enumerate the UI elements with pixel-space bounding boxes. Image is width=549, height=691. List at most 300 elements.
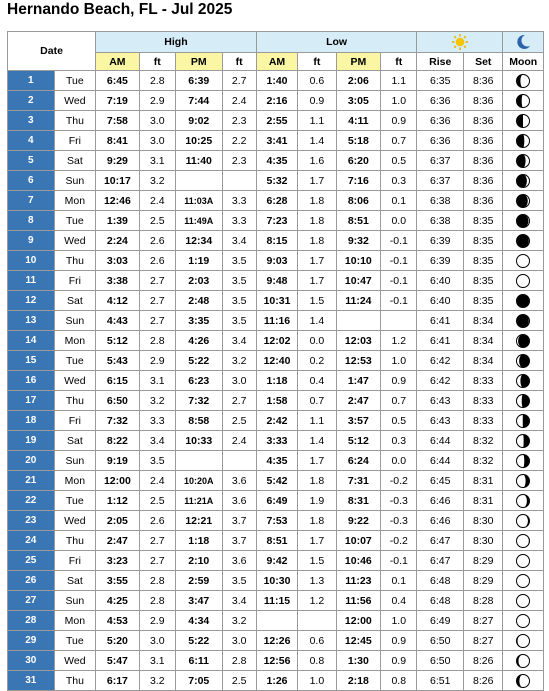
table-row (8, 271, 544, 291)
weekday: Wed (54, 511, 95, 531)
moon-phase-cell (503, 471, 544, 491)
moon-phase-icon (514, 532, 532, 550)
weekday: Fri (54, 131, 95, 151)
sunrise-time: 6:36 (417, 91, 464, 111)
moon-phase-cell (503, 451, 544, 471)
date-number: 25 (8, 551, 55, 571)
moon-phase-cell (503, 211, 544, 231)
low-am-height: 1.8 (298, 231, 336, 251)
moon-phase-icon (514, 412, 532, 430)
low-pm-height: 1.2 (381, 331, 417, 351)
low-pm-height: 0.7 (381, 131, 417, 151)
date-number: 27 (8, 591, 55, 611)
high-pm-time (175, 171, 222, 191)
moon-phase-icon (514, 232, 532, 250)
high-pm-height: 2.5 (222, 671, 256, 691)
moon-phase-icon (514, 372, 532, 390)
low-pm-time: 7:16 (336, 171, 381, 191)
high-am-time: 6:50 (96, 391, 140, 411)
low-pm-height: 1.1 (381, 71, 417, 91)
sunset-time: 8:35 (464, 291, 503, 311)
high-pm-height (222, 171, 256, 191)
table-row (8, 451, 544, 471)
low-pm-time: 3:57 (336, 411, 381, 431)
sunset-time: 8:34 (464, 351, 503, 371)
high-am-height: 3.3 (139, 411, 175, 431)
weekday: Sat (54, 151, 95, 171)
moon-phase-cell (503, 431, 544, 451)
date-number: 3 (8, 111, 55, 131)
date-number: 1 (8, 71, 55, 91)
sunrise-time: 6:43 (417, 391, 464, 411)
high-am-height: 2.9 (139, 91, 175, 111)
low-am-time: 6:28 (256, 191, 297, 211)
high-pm-time: 4:26 (175, 331, 222, 351)
low-pm-time: 11:23 (336, 571, 381, 591)
sunset-time: 8:36 (464, 91, 503, 111)
weekday: Fri (54, 271, 95, 291)
low-pm-height: 0.9 (381, 111, 417, 131)
moon-icon-header (503, 32, 544, 53)
low-pm-height: -0.3 (381, 491, 417, 511)
high-am-height: 3.0 (139, 111, 175, 131)
date-number: 12 (8, 291, 55, 311)
weekday: Thu (54, 671, 95, 691)
high-am-time: 3:55 (96, 571, 140, 591)
high-am-height: 2.8 (139, 591, 175, 611)
moon-phase-cell (503, 171, 544, 191)
high-pm-time: 5:22 (175, 351, 222, 371)
low-pm-height: 0.3 (381, 171, 417, 191)
sunset-time: 8:35 (464, 251, 503, 271)
moon-phase-icon (514, 172, 532, 190)
low-pm-height (381, 311, 417, 331)
low-pm-time: 11:24 (336, 291, 381, 311)
high-am-time: 1:39 (96, 211, 140, 231)
weekday: Mon (54, 331, 95, 351)
sunrise-time: 6:38 (417, 191, 464, 211)
sun-icon (450, 33, 470, 51)
moon-phase-icon (514, 672, 532, 690)
low-pm-time: 12:00 (336, 611, 381, 631)
high-am-time: 7:19 (96, 91, 140, 111)
table-row (8, 491, 544, 511)
high-pm-height: 3.5 (222, 251, 256, 271)
sunset-time: 8:36 (464, 151, 503, 171)
table-row (8, 331, 544, 351)
high-am-time: 3:03 (96, 251, 140, 271)
moon-phase-icon (514, 312, 532, 330)
high-pm-time: 5:22 (175, 631, 222, 651)
high-am-time: 12:00 (96, 471, 140, 491)
sunset-time: 8:29 (464, 571, 503, 591)
weekday: Fri (54, 551, 95, 571)
low-am-height: 1.9 (298, 491, 336, 511)
date-number: 16 (8, 371, 55, 391)
sunrise-time: 6:48 (417, 571, 464, 591)
high-am-height: 2.6 (139, 251, 175, 271)
high-pm-height: 2.4 (222, 91, 256, 111)
moon-phase-icon (514, 192, 532, 210)
low-pm-height: -0.1 (381, 551, 417, 571)
table-row (8, 251, 544, 271)
high-pm-time: 7:05 (175, 671, 222, 691)
high-am-time: 8:41 (96, 131, 140, 151)
moon-phase-cell (503, 531, 544, 551)
sunset-time: 8:35 (464, 211, 503, 231)
sunrise-time: 6:49 (417, 611, 464, 631)
high-pm-height: 2.2 (222, 131, 256, 151)
high-pm-height: 3.7 (222, 511, 256, 531)
high-am-height: 2.4 (139, 191, 175, 211)
moon-phase-cell (503, 651, 544, 671)
low-header: Low (256, 32, 417, 53)
weekday: Wed (54, 231, 95, 251)
weekday: Tue (54, 351, 95, 371)
sunset-time: 8:32 (464, 451, 503, 471)
low-am-height: 0.6 (298, 71, 336, 91)
date-number: 8 (8, 211, 55, 231)
date-number: 22 (8, 491, 55, 511)
date-number: 15 (8, 351, 55, 371)
header-row-1 (8, 32, 544, 53)
table-row (8, 531, 544, 551)
low-pm-height: -0.2 (381, 531, 417, 551)
sunrise-time: 6:50 (417, 651, 464, 671)
high-pm-height: 3.5 (222, 311, 256, 331)
high-pm-header: PM (175, 53, 222, 71)
high-pm-time: 3:47 (175, 591, 222, 611)
weekday: Mon (54, 471, 95, 491)
sunrise-time: 6:39 (417, 231, 464, 251)
table-row (8, 91, 544, 111)
low-am-height: 1.1 (298, 111, 336, 131)
date-number: 10 (8, 251, 55, 271)
low-pm-time: 9:22 (336, 511, 381, 531)
low-am-time: 1:40 (256, 71, 297, 91)
moon-phase-icon (514, 572, 532, 590)
high-pm-height: 3.7 (222, 531, 256, 551)
high-am-height: 2.7 (139, 311, 175, 331)
date-number: 28 (8, 611, 55, 631)
date-number: 9 (8, 231, 55, 251)
sunrise-time: 6:41 (417, 331, 464, 351)
low-am-height: 1.5 (298, 551, 336, 571)
moon-phase-cell (503, 391, 544, 411)
high-am-time: 2:05 (96, 511, 140, 531)
high-am-ft-header: ft (139, 53, 175, 71)
moon-phase-icon (514, 512, 532, 530)
high-am-time: 5:20 (96, 631, 140, 651)
low-pm-time: 8:51 (336, 211, 381, 231)
table-row (8, 151, 544, 171)
low-am-time: 12:02 (256, 331, 297, 351)
sunrise-time: 6:42 (417, 351, 464, 371)
high-am-time: 4:53 (96, 611, 140, 631)
high-am-height: 3.2 (139, 171, 175, 191)
high-pm-height: 3.3 (222, 191, 256, 211)
sunrise-time: 6:35 (417, 71, 464, 91)
low-am-height: 1.8 (298, 471, 336, 491)
low-pm-time: 10:47 (336, 271, 381, 291)
sunset-time: 8:33 (464, 391, 503, 411)
high-pm-time: 2:48 (175, 291, 222, 311)
high-pm-time: 3:35 (175, 311, 222, 331)
table-row (8, 311, 544, 331)
sunset-time: 8:31 (464, 491, 503, 511)
low-am-height: 1.8 (298, 191, 336, 211)
moon-phase-cell (503, 371, 544, 391)
high-pm-time: 12:21 (175, 511, 222, 531)
low-pm-time: 4:11 (336, 111, 381, 131)
high-am-time: 5:47 (96, 651, 140, 671)
date-number: 20 (8, 451, 55, 471)
low-am-time: 2:16 (256, 91, 297, 111)
high-am-height: 3.5 (139, 451, 175, 471)
low-pm-height: -0.2 (381, 471, 417, 491)
sunset-time: 8:36 (464, 191, 503, 211)
low-am-height: 1.3 (298, 571, 336, 591)
high-pm-time: 7:44 (175, 91, 222, 111)
low-am-header: AM (256, 53, 297, 71)
moon-shadow (523, 414, 530, 427)
moon-phase-icon (514, 612, 532, 630)
high-am-time: 6:17 (96, 671, 140, 691)
low-pm-height: 0.7 (381, 391, 417, 411)
moon-phase-icon (514, 352, 532, 370)
moon-shadow (517, 114, 524, 127)
low-pm-time: 12:53 (336, 351, 381, 371)
low-am-time: 12:56 (256, 651, 297, 671)
moon-phase-cell (503, 351, 544, 371)
high-pm-time: 1:19 (175, 251, 222, 271)
high-am-time: 5:43 (96, 351, 140, 371)
high-am-height: 2.5 (139, 211, 175, 231)
weekday: Thu (54, 391, 95, 411)
sunset-time: 8:27 (464, 631, 503, 651)
low-pm-time (336, 311, 381, 331)
high-am-height: 3.0 (139, 631, 175, 651)
high-pm-height: 3.2 (222, 351, 256, 371)
low-am-time: 10:31 (256, 291, 297, 311)
sunrise-time: 6:40 (417, 291, 464, 311)
moon-phase-cell (503, 291, 544, 311)
low-pm-time: 1:47 (336, 371, 381, 391)
sunset-time: 8:26 (464, 671, 503, 691)
low-am-height: 1.2 (298, 591, 336, 611)
weekday: Sat (54, 571, 95, 591)
low-pm-height: 0.0 (381, 451, 417, 471)
low-am-height: 1.4 (298, 431, 336, 451)
high-pm-time: 6:23 (175, 371, 222, 391)
low-pm-time: 12:03 (336, 331, 381, 351)
date-number: 29 (8, 631, 55, 651)
moon-phase-icon (514, 652, 532, 670)
low-am-time: 9:48 (256, 271, 297, 291)
high-pm-time: 2:59 (175, 571, 222, 591)
table-row (8, 411, 544, 431)
low-am-time: 10:30 (256, 571, 297, 591)
high-am-time: 1:12 (96, 491, 140, 511)
low-am-time: 12:40 (256, 351, 297, 371)
table-row (8, 431, 544, 451)
sunrise-time: 6:40 (417, 271, 464, 291)
moon-phase-icon (514, 132, 532, 150)
low-am-time: 5:42 (256, 471, 297, 491)
high-pm-height: 3.4 (222, 231, 256, 251)
moon-phase-icon (514, 552, 532, 570)
low-am-time: 3:33 (256, 431, 297, 451)
sunset-time: 8:33 (464, 371, 503, 391)
low-pm-time: 10:07 (336, 531, 381, 551)
moon-shadow (522, 394, 530, 407)
high-pm-time: 7:32 (175, 391, 222, 411)
high-pm-time: 11:03A (175, 191, 222, 211)
high-pm-time: 12:34 (175, 231, 222, 251)
date-number: 6 (8, 171, 55, 191)
moon-shadow (523, 434, 530, 447)
moon-phase-cell (503, 671, 544, 691)
table-row (8, 571, 544, 591)
high-am-time: 6:45 (96, 71, 140, 91)
low-pm-time: 2:47 (336, 391, 381, 411)
high-pm-height: 3.2 (222, 611, 256, 631)
set-header: Set (464, 53, 503, 71)
high-am-height: 2.6 (139, 231, 175, 251)
high-am-time: 3:38 (96, 271, 140, 291)
low-am-time: 7:53 (256, 511, 297, 531)
rise-header: Rise (417, 53, 464, 71)
high-am-height: 2.8 (139, 571, 175, 591)
date-number: 19 (8, 431, 55, 451)
low-pm-height: 0.9 (381, 631, 417, 651)
low-am-height: 0.4 (298, 371, 336, 391)
high-pm-height: 2.7 (222, 71, 256, 91)
table-row (8, 211, 544, 231)
high-am-height: 3.2 (139, 671, 175, 691)
moon-phase-icon (514, 112, 532, 130)
weekday: Wed (54, 91, 95, 111)
moon-phase-icon (514, 72, 532, 90)
date-number: 17 (8, 391, 55, 411)
high-am-height: 3.2 (139, 391, 175, 411)
low-pm-time: 9:32 (336, 231, 381, 251)
table-row (8, 631, 544, 651)
moon-phase-icon (514, 212, 532, 230)
low-pm-time: 1:30 (336, 651, 381, 671)
high-am-time: 2:24 (96, 231, 140, 251)
high-am-height: 2.8 (139, 71, 175, 91)
high-am-time: 12:46 (96, 191, 140, 211)
high-am-time: 5:12 (96, 331, 140, 351)
table-row (8, 551, 544, 571)
sunset-time: 8:30 (464, 511, 503, 531)
low-am-time: 6:49 (256, 491, 297, 511)
low-pm-height: 1.0 (381, 351, 417, 371)
sunset-time: 8:35 (464, 231, 503, 251)
table-row (8, 231, 544, 251)
low-pm-time: 11:56 (336, 591, 381, 611)
table-row (8, 671, 544, 691)
moon-phase-icon (514, 92, 532, 110)
low-pm-time: 6:20 (336, 151, 381, 171)
date-number: 18 (8, 411, 55, 431)
moon-phase-cell (503, 331, 544, 351)
low-am-time: 1:58 (256, 391, 297, 411)
high-pm-time: 6:11 (175, 651, 222, 671)
high-am-height: 2.7 (139, 531, 175, 551)
moon-phase-cell (503, 131, 544, 151)
low-am-time: 4:35 (256, 151, 297, 171)
sunset-time: 8:32 (464, 431, 503, 451)
sunset-time: 8:28 (464, 591, 503, 611)
high-am-height: 3.1 (139, 371, 175, 391)
sunset-time: 8:30 (464, 531, 503, 551)
sunset-time: 8:35 (464, 271, 503, 291)
low-am-height: 0.7 (298, 391, 336, 411)
moon-phase-cell (503, 571, 544, 591)
low-am-height: 1.0 (298, 671, 336, 691)
high-pm-time: 11:49A (175, 211, 222, 231)
sunrise-time: 6:51 (417, 671, 464, 691)
low-pm-time: 10:46 (336, 551, 381, 571)
sunrise-time: 6:36 (417, 111, 464, 131)
low-pm-height: 1.0 (381, 611, 417, 631)
sunset-time: 8:36 (464, 171, 503, 191)
high-pm-time: 10:25 (175, 131, 222, 151)
moon-phase-cell (503, 491, 544, 511)
table-row (8, 611, 544, 631)
low-am-time: 4:35 (256, 451, 297, 471)
sunset-time: 8:31 (464, 471, 503, 491)
tide-table (7, 31, 544, 691)
high-am-height: 2.8 (139, 331, 175, 351)
weekday: Thu (54, 531, 95, 551)
high-pm-time: 2:10 (175, 551, 222, 571)
weekday: Sat (54, 431, 95, 451)
date-number: 21 (8, 471, 55, 491)
high-am-height: 3.4 (139, 431, 175, 451)
low-pm-height: 0.0 (381, 211, 417, 231)
low-am-height: 1.1 (298, 411, 336, 431)
high-pm-time: 11:40 (175, 151, 222, 171)
low-pm-height: 0.1 (381, 571, 417, 591)
high-am-time: 8:22 (96, 431, 140, 451)
low-am-time (256, 611, 297, 631)
date-number: 30 (8, 651, 55, 671)
high-am-height: 2.7 (139, 291, 175, 311)
high-am-time: 3:23 (96, 551, 140, 571)
high-pm-height: 2.4 (222, 431, 256, 451)
sunrise-time: 6:36 (417, 131, 464, 151)
low-pm-height: -0.1 (381, 271, 417, 291)
sunset-time: 8:26 (464, 651, 503, 671)
moon-phase-icon (514, 492, 532, 510)
table-row (8, 291, 544, 311)
low-am-height: 0.9 (298, 91, 336, 111)
high-pm-ft-header: ft (222, 53, 256, 71)
low-pm-height: -0.3 (381, 511, 417, 531)
high-pm-time: 10:33 (175, 431, 222, 451)
low-am-time: 2:55 (256, 111, 297, 131)
low-am-time: 12:26 (256, 631, 297, 651)
moon-phase-cell (503, 271, 544, 291)
sunset-time: 8:36 (464, 71, 503, 91)
moon-phase-cell (503, 631, 544, 651)
high-pm-height: 3.5 (222, 571, 256, 591)
low-pm-time: 2:06 (336, 71, 381, 91)
date-number: 4 (8, 131, 55, 151)
